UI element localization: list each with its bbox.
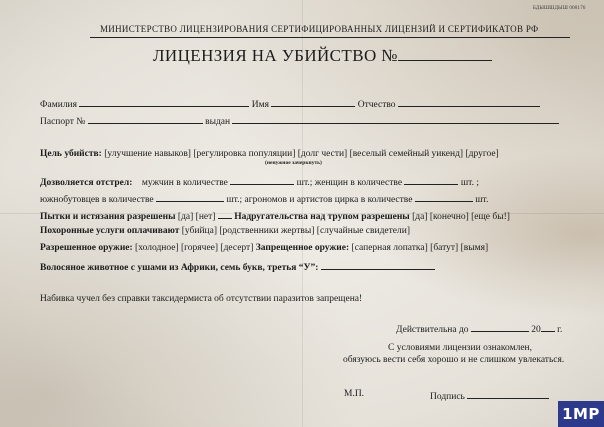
site-logo: 1MP <box>558 401 604 427</box>
goal-options[interactable]: [улучшение навыков] [регулировка популяции] [долг чести] [веселый семейный уикенд] [другое] <box>104 149 499 159</box>
name-row: Фамилия Имя Отчество <box>40 97 540 110</box>
allowed-row: Дозволяется отстрел: мужчин в количестве шт.; женщин в количестве шт. ; <box>40 175 479 188</box>
strike-note: (ненужное зачеркнуть) <box>265 160 322 166</box>
signature-field[interactable] <box>467 389 549 399</box>
valid-year-field[interactable] <box>541 322 555 332</box>
passport-row: Паспорт № выдан <box>40 114 559 127</box>
valid-date-field[interactable] <box>471 322 529 332</box>
torture-row: Пытки и истязания разрешены [да] [нет] Надругательства над трупом разрешены [да] [конечно] [еще бы!] <box>40 209 510 222</box>
stuffing-notice: Набивка чучел без справки таксидермиста об отсутствии паразитов запрещена! <box>40 294 363 304</box>
corpse-options[interactable]: [да] [конечно] [еще бы!] <box>412 212 510 222</box>
goal-row: Цель убийств: [улучшение навыков] [регулировка популяции] [долг чести] [веселый семейный уикенд] [другое] <box>40 149 499 159</box>
document-code: БДЫШШДЫШ 000176 <box>533 6 586 11</box>
funeral-options[interactable]: [убийца] [родственники жертвы] [случайные свидетели] <box>181 226 410 236</box>
page-title: ЛИЦЕНЗИЯ НА УБИЙСТВО № <box>153 46 492 66</box>
license-number-field[interactable] <box>398 47 492 61</box>
torture-field <box>218 209 232 219</box>
men-count-field[interactable] <box>230 175 294 185</box>
weapons-row: Разрешенное оружие: [холодное] [горячее] [десерт] Запрещенное оружие: [саперная лопатка] [батут] [вымя] <box>40 243 489 253</box>
valid-until-row: Действительна до 20 г. <box>396 322 562 335</box>
patronymic-field[interactable] <box>398 97 540 107</box>
agronomists-count-field[interactable] <box>415 192 473 202</box>
allowed-weapons-options[interactable]: [холодное] [горячее] [десерт] <box>135 243 254 253</box>
riddle-row: Волосяное животное с ушами из Африки, семь букв, третья “У”: <box>40 260 435 273</box>
agreement-line-1: С условиями лицензии ознакомлен, <box>388 343 533 353</box>
signature-row: Подпись <box>430 389 549 402</box>
south-butovo-count-field[interactable] <box>156 192 224 202</box>
ministry-name: МИНИСТЕРСТВО ЛИЦЕНЗИРОВАНИЯ СЕРТИФИЦИРОВАННЫХ ЛИЦЕНЗИЙ И СЕРТИФИКАТОВ РФ <box>100 24 539 34</box>
riddle-answer-field[interactable] <box>321 260 435 270</box>
stamp-place: М.П. <box>344 389 365 399</box>
passport-issued-field[interactable] <box>232 114 559 124</box>
first-name-field[interactable] <box>271 97 355 107</box>
women-count-field[interactable] <box>404 175 458 185</box>
header-rule <box>90 37 570 38</box>
funeral-row: Похоронные услуги оплачивают [убийца] [родственники жертвы] [случайные свидетели] <box>40 226 410 236</box>
passport-number-field[interactable] <box>88 114 203 124</box>
torture-options[interactable]: [да] [нет] <box>177 212 216 222</box>
surname-field[interactable] <box>79 97 249 107</box>
forbidden-weapons-options[interactable]: [саперная лопатка] [батут] [вымя] <box>351 243 489 253</box>
allowed-row-2: южнобутовцев в количестве шт.; агрономов и артистов цирка в количестве шт. <box>40 192 488 205</box>
agreement-line-2: обязуюсь вести себя хорошо и не слишком увлекаться. <box>343 355 565 365</box>
